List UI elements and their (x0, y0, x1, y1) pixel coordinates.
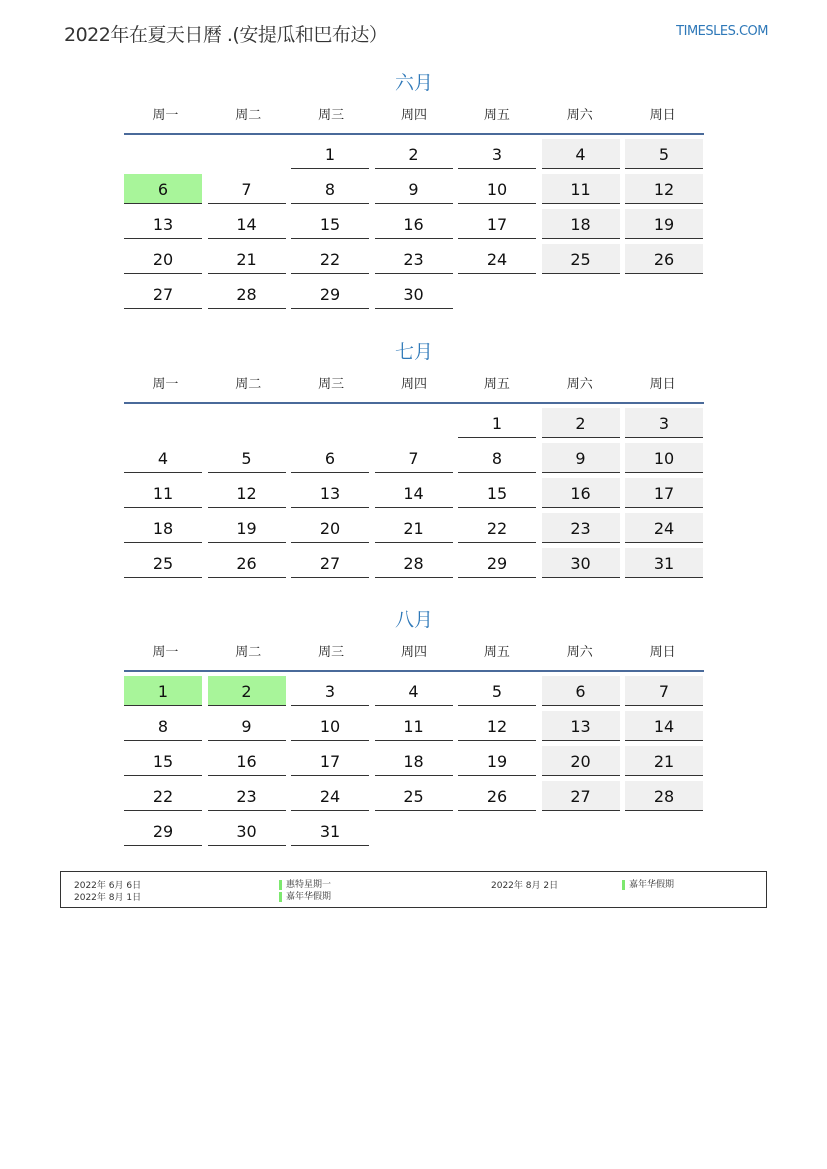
day-cell: 5 (208, 443, 286, 473)
day-cell: 9 (542, 443, 620, 473)
day-cell: 23 (542, 513, 620, 543)
day-grid (124, 676, 704, 846)
empty-cell (124, 139, 202, 169)
empty-cell (208, 139, 286, 169)
day-cell: 30 (208, 816, 286, 846)
day-cell: 9 (375, 174, 453, 204)
weekday-label: 周一 (152, 645, 179, 660)
day-cell: 22 (458, 513, 536, 543)
weekday-header (124, 376, 704, 404)
day-cell: 25 (542, 244, 620, 274)
weekday-label: 周六 (566, 108, 593, 123)
day-cell: 20 (291, 513, 369, 543)
day-cell: 7 (625, 676, 703, 706)
weekday-label: 周二 (235, 377, 262, 392)
day-cell: 27 (291, 548, 369, 578)
day-cell: 4 (375, 676, 453, 706)
day-cell: 1 (458, 408, 536, 438)
day-cell: 19 (208, 513, 286, 543)
weekday-label: 周二 (235, 108, 262, 123)
day-cell: 29 (291, 279, 369, 309)
month-name: 八月 (394, 609, 433, 631)
weekday-label: 周五 (483, 377, 510, 392)
day-cell: 18 (375, 746, 453, 776)
legend-name: 嘉年华假期 (622, 877, 674, 890)
day-cell: 26 (625, 244, 703, 274)
weekday-label: 周五 (483, 108, 510, 123)
empty-cell (124, 408, 202, 438)
day-cell: 22 (291, 244, 369, 274)
legend-name: 惠特星期一 (279, 877, 331, 890)
month-name: 七月 (394, 341, 433, 363)
month-calendar (124, 607, 704, 846)
weekday-label: 周五 (483, 645, 510, 660)
weekday-label: 周四 (401, 377, 428, 392)
day-cell: 3 (625, 408, 703, 438)
day-cell: 15 (458, 478, 536, 508)
day-cell: 28 (625, 781, 703, 811)
day-cell: 21 (375, 513, 453, 543)
day-cell: 24 (625, 513, 703, 543)
weekday-label: 周六 (566, 377, 593, 392)
day-cell: 17 (458, 209, 536, 239)
legend-date: 2022年 8月 1日 (74, 893, 142, 903)
day-cell: 18 (542, 209, 620, 239)
legend-name: 嘉年华假期 (279, 889, 331, 902)
holiday-day-cell: 6 (124, 174, 202, 204)
day-cell: 13 (124, 209, 202, 239)
day-cell: 5 (625, 139, 703, 169)
holiday-marker (279, 892, 282, 902)
day-cell: 25 (375, 781, 453, 811)
weekday-label: 周日 (649, 645, 676, 660)
day-cell: 23 (375, 244, 453, 274)
holiday-marker (622, 880, 625, 890)
day-cell: 19 (625, 209, 703, 239)
legend-date: 2022年 8月 2日 (491, 881, 559, 891)
day-cell: 26 (458, 781, 536, 811)
weekday-label: 周三 (318, 108, 345, 123)
day-cell: 15 (291, 209, 369, 239)
day-cell: 10 (291, 711, 369, 741)
day-cell: 3 (291, 676, 369, 706)
day-cell: 28 (208, 279, 286, 309)
weekday-label: 周六 (566, 645, 593, 660)
holiday-marker (279, 880, 282, 890)
weekday-label: 周三 (318, 377, 345, 392)
day-cell: 8 (458, 443, 536, 473)
day-cell: 11 (375, 711, 453, 741)
day-cell: 23 (208, 781, 286, 811)
day-cell: 2 (542, 408, 620, 438)
empty-cell (291, 408, 369, 438)
weekday-header (124, 644, 704, 672)
legend-date: 2022年 6月 6日 (74, 881, 142, 891)
day-cell: 6 (291, 443, 369, 473)
weekday-label: 周日 (649, 377, 676, 392)
weekday-header (124, 107, 704, 135)
month-calendar (124, 339, 704, 578)
month-calendar (124, 70, 704, 309)
page-title: 2022年在夏天日曆 .(安提瓜和巴布达） (64, 24, 388, 46)
holiday-day-cell: 2 (208, 676, 286, 706)
day-cell: 12 (208, 478, 286, 508)
day-cell: 24 (291, 781, 369, 811)
holiday-legend (60, 871, 767, 908)
day-cell: 16 (542, 478, 620, 508)
day-cell: 11 (542, 174, 620, 204)
day-cell: 6 (542, 676, 620, 706)
day-cell: 8 (124, 711, 202, 741)
day-cell: 5 (458, 676, 536, 706)
day-cell: 4 (124, 443, 202, 473)
day-cell: 17 (625, 478, 703, 508)
site-name[interactable]: TIMESLES.COM (676, 24, 768, 39)
weekday-label: 周二 (235, 645, 262, 660)
day-cell: 16 (375, 209, 453, 239)
day-cell: 12 (458, 711, 536, 741)
day-cell: 14 (625, 711, 703, 741)
empty-cell (208, 408, 286, 438)
day-cell: 27 (542, 781, 620, 811)
day-cell: 10 (625, 443, 703, 473)
day-cell: 17 (291, 746, 369, 776)
day-grid (124, 408, 704, 578)
day-cell: 31 (291, 816, 369, 846)
day-cell: 8 (291, 174, 369, 204)
day-cell: 11 (124, 478, 202, 508)
day-cell: 30 (375, 279, 453, 309)
day-cell: 24 (458, 244, 536, 274)
empty-cell (375, 408, 453, 438)
day-cell: 28 (375, 548, 453, 578)
day-cell: 22 (124, 781, 202, 811)
day-cell: 3 (458, 139, 536, 169)
day-cell: 31 (625, 548, 703, 578)
weekday-label: 周日 (649, 108, 676, 123)
day-cell: 15 (124, 746, 202, 776)
day-cell: 21 (625, 746, 703, 776)
day-cell: 29 (124, 816, 202, 846)
day-cell: 1 (291, 139, 369, 169)
day-cell: 16 (208, 746, 286, 776)
day-cell: 12 (625, 174, 703, 204)
day-cell: 26 (208, 548, 286, 578)
day-cell: 13 (291, 478, 369, 508)
weekday-label: 周一 (152, 108, 179, 123)
weekday-label: 周一 (152, 377, 179, 392)
day-cell: 14 (375, 478, 453, 508)
day-grid (124, 139, 704, 309)
day-cell: 18 (124, 513, 202, 543)
day-cell: 19 (458, 746, 536, 776)
weekday-label: 周四 (401, 108, 428, 123)
day-cell: 20 (124, 244, 202, 274)
day-cell: 30 (542, 548, 620, 578)
day-cell: 13 (542, 711, 620, 741)
day-cell: 9 (208, 711, 286, 741)
month-name: 六月 (394, 72, 433, 94)
day-cell: 7 (375, 443, 453, 473)
holiday-day-cell: 1 (124, 676, 202, 706)
day-cell: 7 (208, 174, 286, 204)
day-cell: 27 (124, 279, 202, 309)
day-cell: 2 (375, 139, 453, 169)
weekday-label: 周三 (318, 645, 345, 660)
weekday-label: 周四 (401, 645, 428, 660)
day-cell: 25 (124, 548, 202, 578)
day-cell: 29 (458, 548, 536, 578)
day-cell: 4 (542, 139, 620, 169)
day-cell: 14 (208, 209, 286, 239)
day-cell: 21 (208, 244, 286, 274)
day-cell: 10 (458, 174, 536, 204)
day-cell: 20 (542, 746, 620, 776)
